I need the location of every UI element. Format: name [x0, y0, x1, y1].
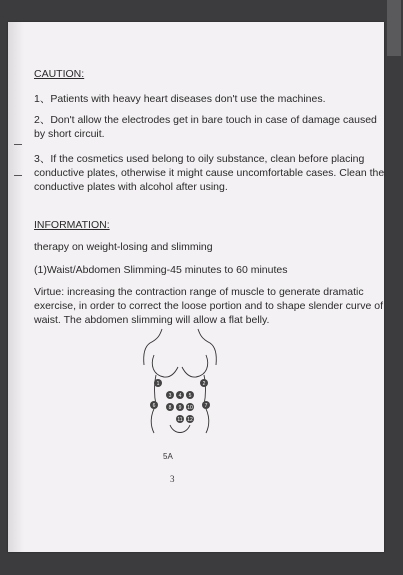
svg-text:5: 5: [188, 393, 192, 400]
figure-label: 5A: [163, 452, 173, 461]
electrode-point: [166, 403, 174, 411]
caution-heading: CAUTION:: [34, 68, 85, 80]
electrode-point: [150, 401, 158, 409]
svg-text:10: 10: [187, 405, 193, 412]
svg-text:2: 2: [202, 381, 206, 388]
svg-text:7: 7: [204, 403, 208, 410]
binding-mark: [14, 175, 22, 176]
electrode-point: [200, 379, 208, 387]
caution-item-2: 2、Don't allow the electrodes get in bare touch in case of damage caused by short circuit.: [34, 114, 377, 140]
svg-text:12: 12: [187, 417, 193, 424]
svg-text:4: 4: [178, 393, 182, 400]
binding-mark: [14, 144, 22, 145]
caution-item-3: 3、If the cosmetics used belong to oily substance, clean before placing conductive plates, otherwise it might cause uncomfortable cases. Clean the conductive plates with alcohol after using.: [34, 153, 385, 193]
electrode-point: [186, 391, 194, 399]
information-heading: INFORMATION:: [34, 219, 110, 231]
svg-text:8: 8: [168, 405, 172, 412]
abdomen-electrode-diagram: [140, 325, 220, 440]
electrode-point: [176, 415, 184, 423]
svg-text:9: 9: [178, 405, 182, 412]
information-item-1: (1)Waist/Abdomen Slimming-45 minutes to 60 minutes: [34, 264, 288, 276]
information-virtue: Virtue: increasing the contraction range of muscle to generate dramatic exercise, in order to correct the loose portion and to shape slender curve of waist. The abdomen slimming will allow a flat belly.: [34, 286, 384, 326]
svg-text:11: 11: [177, 417, 183, 424]
electrode-point: [166, 391, 174, 399]
svg-text:3: 3: [168, 393, 172, 400]
background-scrap: [387, 0, 401, 56]
page-binding-shadow: [8, 22, 24, 552]
caution-item-1: 1、Patients with heavy heart diseases don't use the machines.: [34, 93, 326, 105]
electrode-point: [176, 391, 184, 399]
electrode-point: [176, 403, 184, 411]
electrode-point: [186, 415, 194, 423]
electrode-points: [150, 379, 210, 423]
svg-text:1: 1: [156, 381, 160, 388]
svg-text:6: 6: [152, 403, 156, 410]
information-subtitle: therapy on weight-losing and slimming: [34, 241, 213, 253]
electrode-point: [186, 403, 194, 411]
page-number: 3: [170, 474, 175, 484]
electrode-point: [202, 401, 210, 409]
electrode-point: [154, 379, 162, 387]
